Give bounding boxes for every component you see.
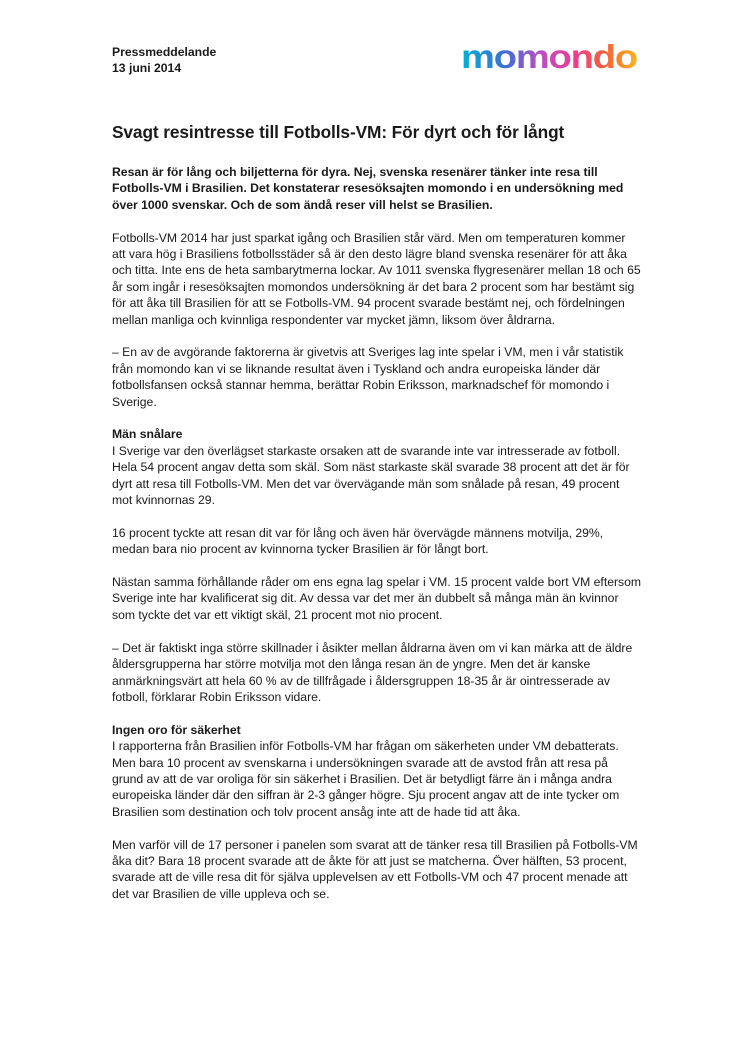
logo-text: momondo: [461, 42, 637, 75]
press-release-page: [112, 42, 642, 902]
article-body: [112, 230, 642, 903]
quote-paragraph: – En av de avgörande faktorerna är givetvis att Sveriges lag inte spelar i VM, men i vår statistik från momondo kan vi se liknande resultat även i Tyskland och andra europeiska länder där fotbollsfansen också stannar hemma, berättar Robin Eriksson, marknadschef för momondo i Sverige.: [112, 345, 624, 409]
quote-paragraph: – Det är faktiskt inga större skillnader i åsikter mellan åldrarna även om vi kan märka att de äldre åldersgrupperna har större motvilja mot den långa resan än de yngre. Men det är kanske anmärkningsvärt att hela 60 % av de tillfrågade i åldersgruppen 18-35 år är ointresserade av fotboll, förklarar Robin Eriksson vidare.: [112, 640, 633, 704]
momondo-logo-wordmark: [461, 42, 641, 76]
section-heading-ingen-oro: Ingen oro för säkerhet: [112, 722, 241, 737]
body-paragraph: Men varför vill de 17 personer i panelen som svarat att de tänker resa till Brasilien på Fotbolls-VM åka dit? Bara 18 procent svarade att de åkte för att just se matcherna. Över hälften, 53 procent, svarade att de ville resa dit för själva upplevelsen av ett Fotbolls-VM och 47 procent menade att det var Brasilien de ville uppleva och se.: [112, 837, 638, 901]
section-heading-man-snalare: Män snålare: [112, 427, 183, 442]
body-paragraph: 16 procent tyckte att resan dit var för lång och även här övervägde männens motvilja, 29%, medan bara nio procent av kvinnorna tycker Brasilien är för långt bort.: [112, 525, 604, 557]
article-title: Svagt resintresse till Fotbolls-VM: För dyrt och för långt: [112, 122, 565, 142]
body-paragraph: I Sverige var den överlägset starkaste orsaken att de svarande inte var intresserade av fotboll. Hela 54 procent angav detta som skäl. Som näst starkaste skäl svarade 38 procent att det är för dyrt att resa till Fotbolls-VM. Men det var övervägande män som snålade på resan, 49 procent mot kvinnornas 29.: [112, 443, 630, 508]
document-type: Pressmeddelande: [112, 45, 217, 59]
body-paragraph: Fotbolls-VM 2014 har just sparkat igång och Brasilien står värd. Men om temperaturen kommer att vara hög i Brasiliens fotbollsstäder så är den desto lägre bland svenska resenärer för att åka och titta. Inte ens de heta sambarytmerna lockar. Av 1011 svenska flygresenärer mellan 18 och 65 år som ingår i resesöksajten momondos undersökning är det bara 2 procent som har bestämt sig för att åka till Brasilien för att se Fotbolls-VM. 94 procent svarade bestämt nej, och fördelningen mellan manliga och kvinnliga respondenter var mycket jämn, liksom över åldrarna.: [112, 230, 641, 327]
article-lead: Resan är för lång och biljetterna för dyra. Nej, svenska resenärer tänker inte resa till Fotbolls-VM i Brasilien. Det konstaterar resesöksajten momondo i en undersökning med över 1000 svenskar. Och de som ändå reser vill helst se Brasilien.: [112, 165, 624, 212]
momondo-logo: [461, 42, 641, 76]
header-meta: [112, 44, 216, 76]
release-date: 13 juni 2014: [112, 61, 182, 75]
document-header: [112, 42, 642, 86]
body-paragraph: I rapporterna från Brasilien inför Fotbolls-VM har frågan om säkerheten under VM debatterats. Men bara 10 procent av svenskarna i undersökningen svarade att de avstod från att resa på grund av att de var oroliga för sin säkerhet i Brasilien. Det är betydligt färre än i många andra europeiska länder där den siffran är 2-3 gånger högre. Sju procent angav att de inte tycker om Brasilien som destination och tolv procent ansåg inte att de hade tid att åka.: [112, 739, 620, 819]
body-paragraph: Nästan samma förhållande råder om ens egna lag spelar i VM. 15 procent valde bort VM eftersom Sverige inte har kvalificerat sig dit. Av dessa var det mer än dubbelt så många män än kvinnor som tyckte det var ett viktigt skäl, 21 procent mot nio procent.: [112, 575, 642, 622]
